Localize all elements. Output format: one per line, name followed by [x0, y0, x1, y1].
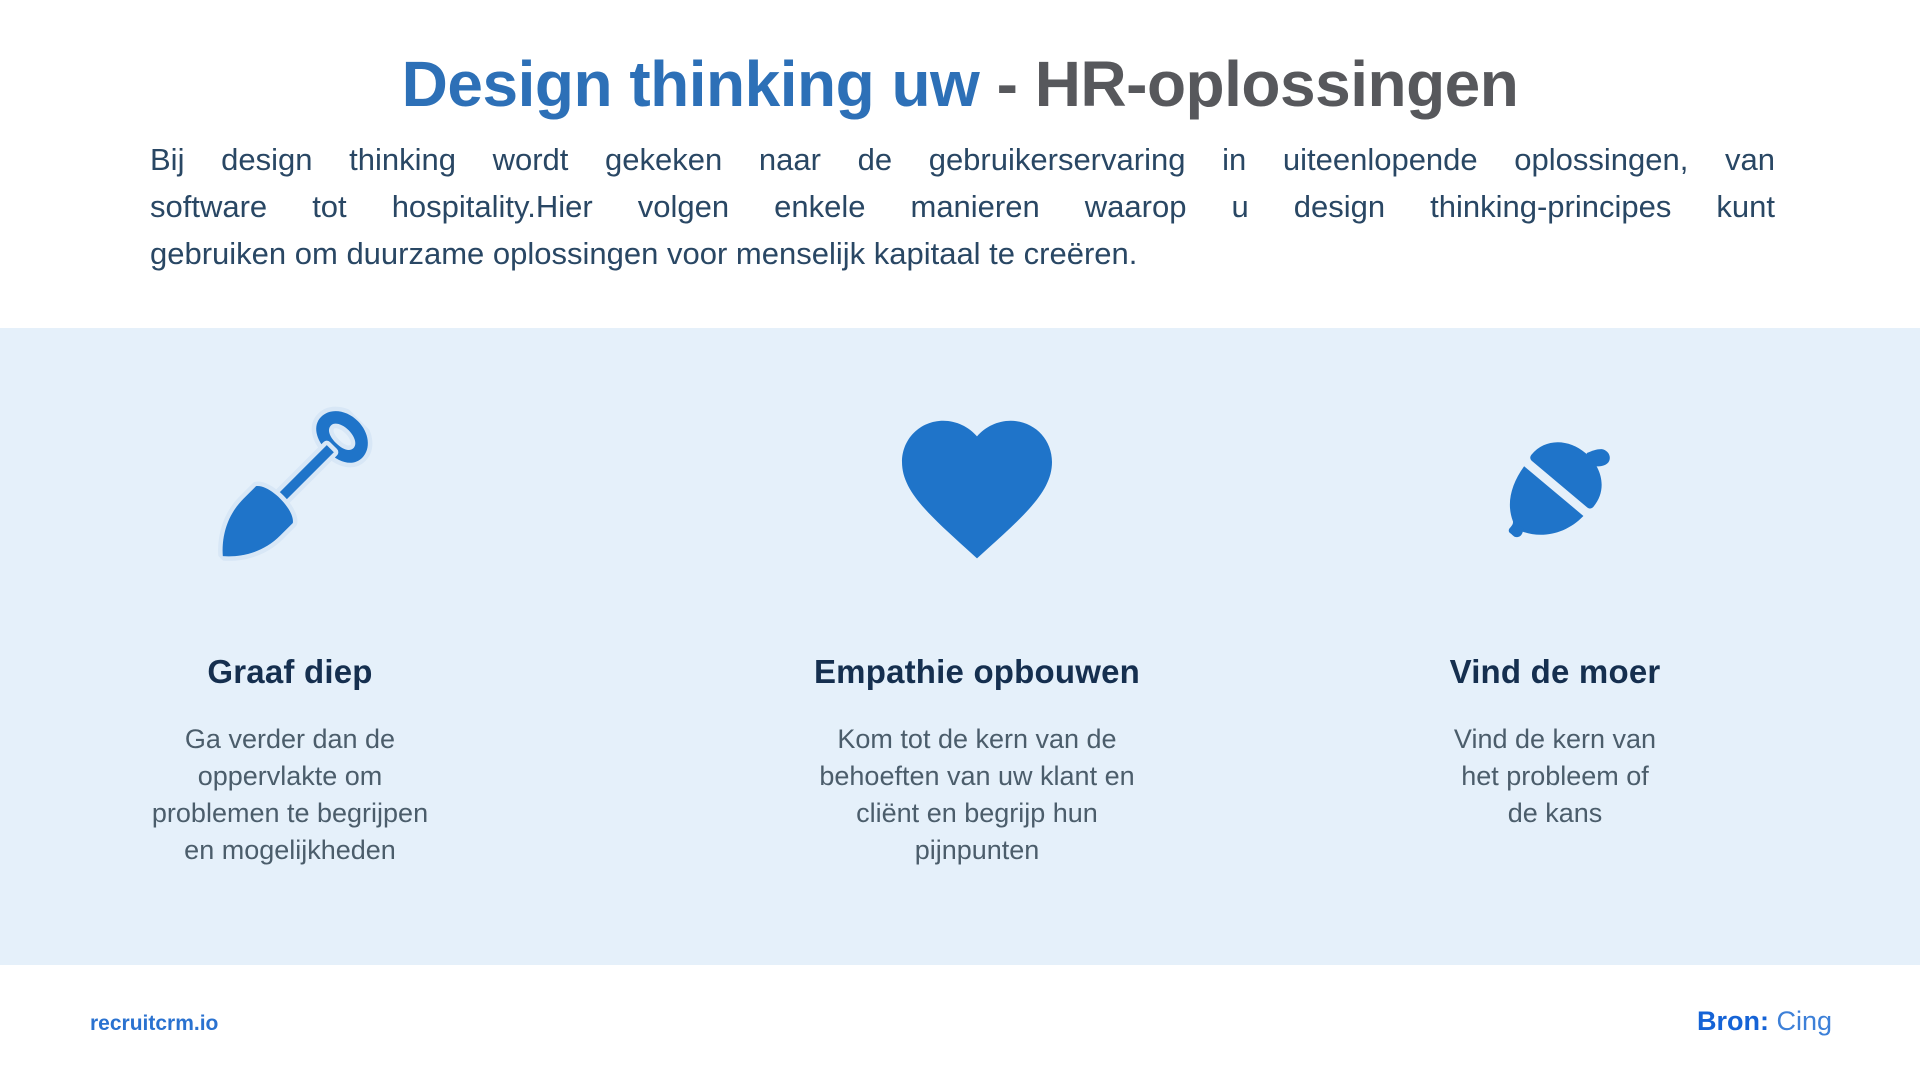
source-credit: [1697, 1006, 1832, 1037]
column-graaf-diep: [80, 328, 500, 965]
page-title: [0, 48, 1920, 120]
column-description: Ga verder dan de oppervlakte om problemen te begrijpen en mogelijkheden: [151, 724, 429, 865]
acorn-icon: [1335, 386, 1775, 591]
column-vind-de-moer: [1335, 328, 1775, 965]
column-heading: Empathie opbouwen: [813, 653, 1141, 690]
shovel-icon: [80, 386, 500, 591]
page-title-rest: - HR-oplossingen: [979, 48, 1519, 120]
brand-link[interactable]: recruitcrm.io: [90, 1012, 219, 1035]
intro-paragraph: [150, 136, 1775, 277]
column-heading: Vind de moer: [1449, 653, 1661, 690]
column-description: Vind de kern van het probleem of de kans: [1453, 724, 1657, 828]
intro-line-2: software tot hospitality.Hier volgen enkele manieren waarop u design thinking-principes kunt: [150, 189, 1775, 224]
heart-icon: [737, 386, 1217, 591]
source-label: Bron:: [1696, 1006, 1769, 1036]
content-band: [0, 328, 1920, 965]
column-empathie-opbouwen: [737, 328, 1217, 965]
column-heading: Graaf diep: [207, 653, 373, 690]
intro-line-1: Bij design thinking wordt gekeken naar de gebruikerservaring in uiteenlopende oplossingen, van: [150, 142, 1775, 177]
page-title-highlight: Design thinking uw: [401, 48, 980, 120]
source-value: Cing: [1776, 1006, 1832, 1036]
intro-line-3: gebruiken om duurzame oplossingen voor menselijk kapitaal te creëren.: [150, 236, 1138, 271]
column-description: Kom tot de kern van de behoeften van uw klant en cliënt en begrijp hun pijnpunten: [819, 724, 1135, 865]
